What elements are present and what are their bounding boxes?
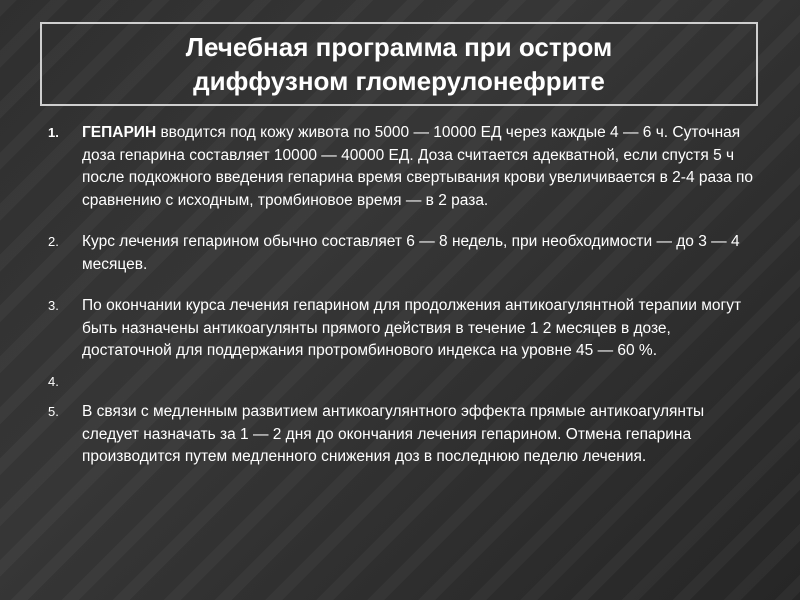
list-item-4 [48, 371, 760, 394]
title-box [40, 22, 758, 106]
list-item-2 [48, 231, 760, 276]
list-item-1-lead: ГЕПАРИН [82, 124, 157, 141]
list-item-2-number: 2. [48, 234, 59, 249]
list-item-3-text: По окончании курса лечения гепарином для продолжения антикоагулянтной терапии могут быть назначены антикоагулянты прямого действия в течение 1 2 месяцев в дозе, достаточной для поддержания протромбинового индекса на уровне 45 — 60 %. [82, 297, 742, 359]
list-item-2-text: Курс лечения гепарином обычно составляет 6 — 8 недель, при необходимости — до 3 — 4 месяцев. [82, 233, 740, 273]
list-item-4-text [82, 371, 760, 394]
list-item-1-text: вводится под кожу живота по 5000 — 10000 ЕД через каждые 4 — 6 ч. Суточная доза гепарина составляет 10000 — 40000 ЕД. Доза считается адекватной, если спустя 5 ч после подкожного введения гепарина время свертывания крови увеличивается в 2-4 раза по сравнению с исходным, тромбиновое время — в 2 раза. [82, 124, 753, 209]
list-item-1 [48, 122, 760, 212]
slide-title: Лечебная программа при остром диффузном гломерулонефрите [185, 32, 613, 96]
list-item-5-text: В связи с медленным развитием антикоагулянтного эффекта прямые антикоагулянты следует назначать за 1 — 2 дня до окончания лечения гепарином. Отмена гепарина производится путем медленного снижения доз в последнюю педелю лечения. [82, 403, 705, 465]
list-item-4-number: 4. [48, 373, 59, 389]
list-item-5 [48, 401, 760, 469]
list-item-3 [48, 295, 760, 363]
list-item-1-body [82, 122, 760, 212]
list-item-5-number: 5. [48, 404, 59, 419]
list-item-1-number: 1. [48, 125, 59, 140]
treatment-list [48, 122, 760, 469]
list-item-3-number: 3. [48, 298, 59, 313]
